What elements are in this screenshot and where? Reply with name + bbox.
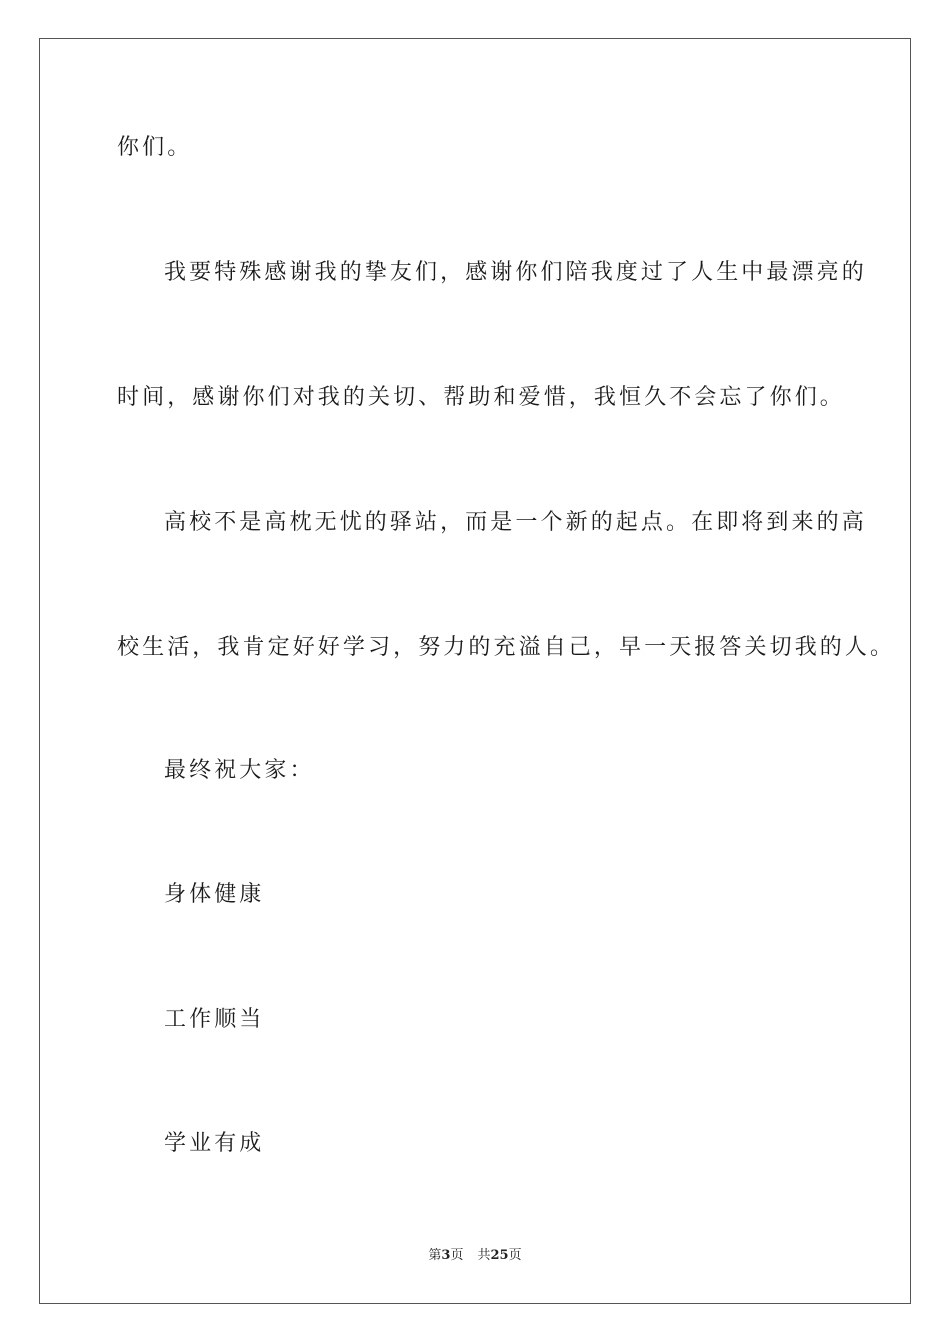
footer-page-suffix: 页 [450,1248,464,1263]
footer-page-number: 3 [441,1248,451,1263]
paragraph-line-6: 最终祝大家： [164,758,315,783]
paragraph-line-4: 高校不是高枕无忧的驿站，而是一个新的起点。在即将到来的高 [164,510,867,535]
page-footer [0,1247,950,1265]
paragraph-line-3: 时间，感谢你们对我的关切、帮助和爱惜，我恒久不会忘了你们。 [117,385,845,410]
paragraph-line-5: 校生活，我肯定好好学习，努力的充溢自己，早一天报答关切我的人。 [117,635,896,660]
footer-page-prefix: 第 [428,1248,442,1263]
paragraph-line-1: 你们。 [117,135,193,160]
paragraph-line-8: 工作顺当 [164,1007,265,1032]
page-border [39,38,911,1304]
footer-total-suffix: 页 [508,1248,522,1263]
paragraph-line-2: 我要特殊感谢我的挚友们，感谢你们陪我度过了人生中最漂亮的 [164,260,867,285]
footer-total-prefix: 共 [477,1248,491,1263]
paragraph-line-9: 学业有成 [164,1131,265,1156]
footer-total-pages: 25 [490,1248,509,1263]
paragraph-line-7: 身体健康 [164,882,265,907]
